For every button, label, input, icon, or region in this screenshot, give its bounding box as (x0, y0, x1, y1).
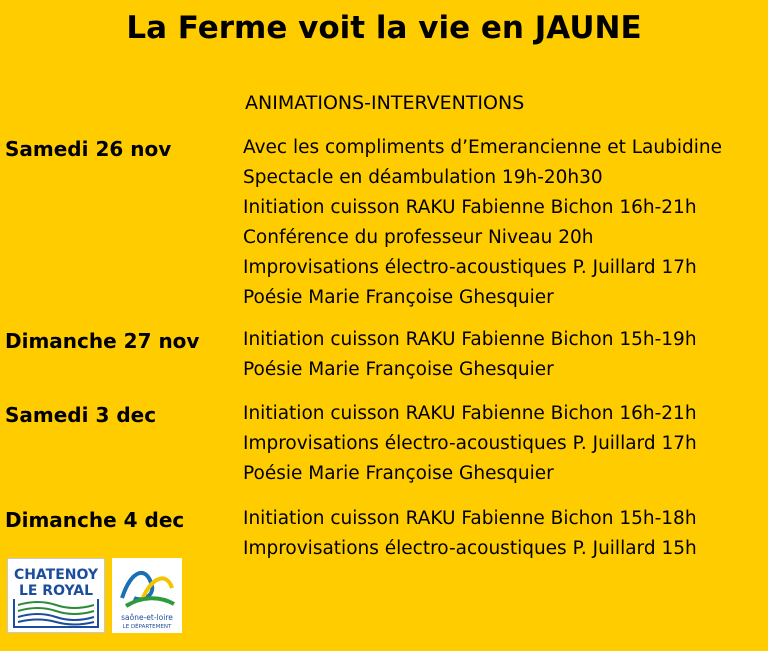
event-item: Conférence du professeur Niveau 20h (243, 227, 594, 248)
event-item: Poésie Marie Françoise Ghesquier (243, 463, 554, 484)
event-item: Spectacle en déambulation 19h-20h30 (243, 167, 603, 188)
day-label: Dimanche 4 dec (5, 508, 185, 532)
chatenoy-logo-line2: LE ROYAL (18, 583, 94, 599)
event-item: Poésie Marie Françoise Ghesquier (243, 287, 554, 308)
day-label: Samedi 3 dec (5, 403, 157, 427)
day-label: Dimanche 27 nov (5, 329, 200, 353)
section-subtitle: ANIMATIONS-INTERVENTIONS (245, 92, 525, 114)
event-list (243, 399, 697, 489)
event-list (243, 504, 697, 564)
event-list (243, 133, 722, 313)
event-item: Initiation cuisson RAKU Fabienne Bichon 16h-21h (243, 403, 697, 424)
saone-logo-line1: saône-et-loire (121, 613, 173, 622)
event-item: Poésie Marie Françoise Ghesquier (243, 359, 554, 380)
event-item: Improvisations électro-acoustiques P. Juillard 15h (243, 538, 697, 559)
event-list (243, 325, 697, 385)
chatenoy-logo-graphic (8, 559, 104, 632)
chatenoy-logo (7, 558, 105, 633)
saone-et-loire-logo (112, 558, 182, 633)
event-item: Improvisations électro-acoustiques P. Juillard 17h (243, 257, 697, 278)
page-title: La Ferme voit la vie en JAUNE (126, 10, 642, 46)
event-item: Improvisations électro-acoustiques P. Juillard 17h (243, 433, 697, 454)
saone-et-loire-logo-graphic (112, 558, 182, 633)
event-item: Initiation cuisson RAKU Fabienne Bichon 16h-21h (243, 197, 697, 218)
saone-logo-line2: LE DÉPARTEMENT (122, 624, 172, 630)
chatenoy-logo-line1: CHATENOY (13, 567, 99, 583)
event-item: Initiation cuisson RAKU Fabienne Bichon 15h-19h (243, 329, 697, 350)
event-item: Avec les compliments d’Emerancienne et Laubidine (243, 137, 722, 158)
event-item: Initiation cuisson RAKU Fabienne Bichon 15h-18h (243, 508, 697, 529)
day-label: Samedi 26 nov (5, 137, 172, 161)
